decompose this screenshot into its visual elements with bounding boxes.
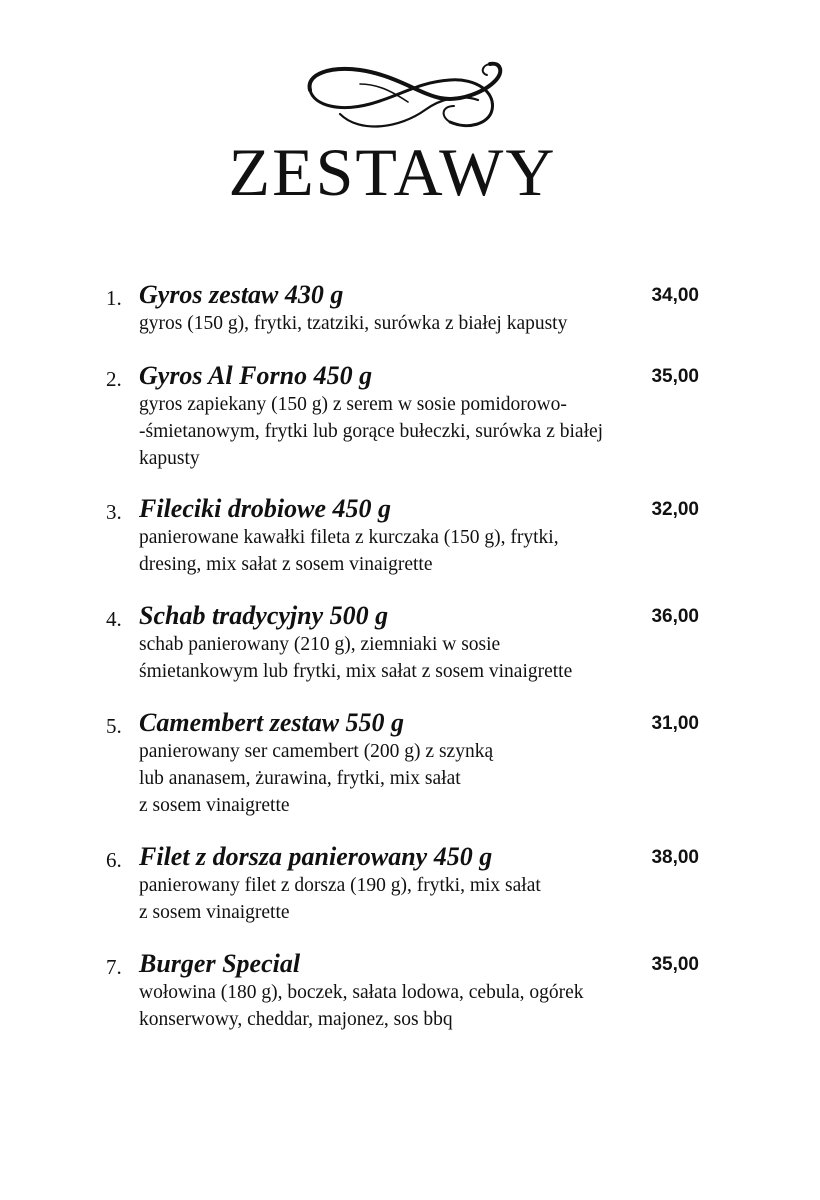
item-name: Camembert zestaw 550 g bbox=[139, 708, 405, 737]
item-price: 35,00 bbox=[651, 366, 699, 387]
item-description: gyros (150 g), frytki, tzatziki, surówka z białej kapusty bbox=[139, 313, 568, 334]
item-number: 7. bbox=[106, 955, 122, 979]
item-name: Filet z dorsza panierowany 450 g bbox=[139, 842, 493, 871]
item-price: 34,00 bbox=[651, 285, 699, 306]
page-title: ZESTAWY bbox=[228, 134, 557, 210]
item-description: panierowane kawałki fileta z kurczaka (150 g), frytki, dresing, mix sałat z sosem vinaigrette bbox=[139, 527, 559, 575]
item-description: panierowany ser camembert (200 g) z szynką lub ananasem, żurawina, frytki, mix sałat z sosem vinaigrette bbox=[139, 741, 494, 816]
item-number: 4. bbox=[106, 607, 122, 631]
item-name: Fileciki drobiowe 450 g bbox=[139, 494, 392, 523]
item-number: 1. bbox=[106, 286, 122, 310]
item-description: schab panierowany (210 g), ziemniaki w sosie śmietankowym lub frytki, mix sałat z sosem vinaigrette bbox=[139, 634, 573, 682]
item-price: 38,00 bbox=[651, 847, 699, 868]
item-number: 3. bbox=[106, 500, 122, 524]
item-price: 31,00 bbox=[651, 713, 699, 734]
item-description: wołowina (180 g), boczek, sałata lodowa, cebula, ogórek konserwowy, cheddar, majonez, sos bbq bbox=[139, 982, 584, 1030]
item-description: gyros zapiekany (150 g) z serem w sosie pomidorowo- -śmietanowym, frytki lub gorące bułeczki, surówka z białej kapusty bbox=[139, 394, 604, 469]
flourish-ornament-icon bbox=[300, 54, 515, 136]
item-number: 5. bbox=[106, 714, 122, 738]
item-number: 2. bbox=[106, 367, 122, 391]
item-name: Gyros zestaw 430 g bbox=[139, 280, 344, 309]
item-name: Gyros Al Forno 450 g bbox=[139, 361, 373, 390]
item-price: 36,00 bbox=[651, 606, 699, 627]
item-name: Schab tradycyjny 500 g bbox=[139, 601, 389, 630]
item-description: panierowany filet z dorsza (190 g), frytki, mix sałat z sosem vinaigrette bbox=[139, 875, 541, 923]
item-price: 35,00 bbox=[651, 954, 699, 975]
item-number: 6. bbox=[106, 848, 122, 872]
item-price: 32,00 bbox=[651, 499, 699, 520]
item-name: Burger Special bbox=[139, 949, 301, 978]
